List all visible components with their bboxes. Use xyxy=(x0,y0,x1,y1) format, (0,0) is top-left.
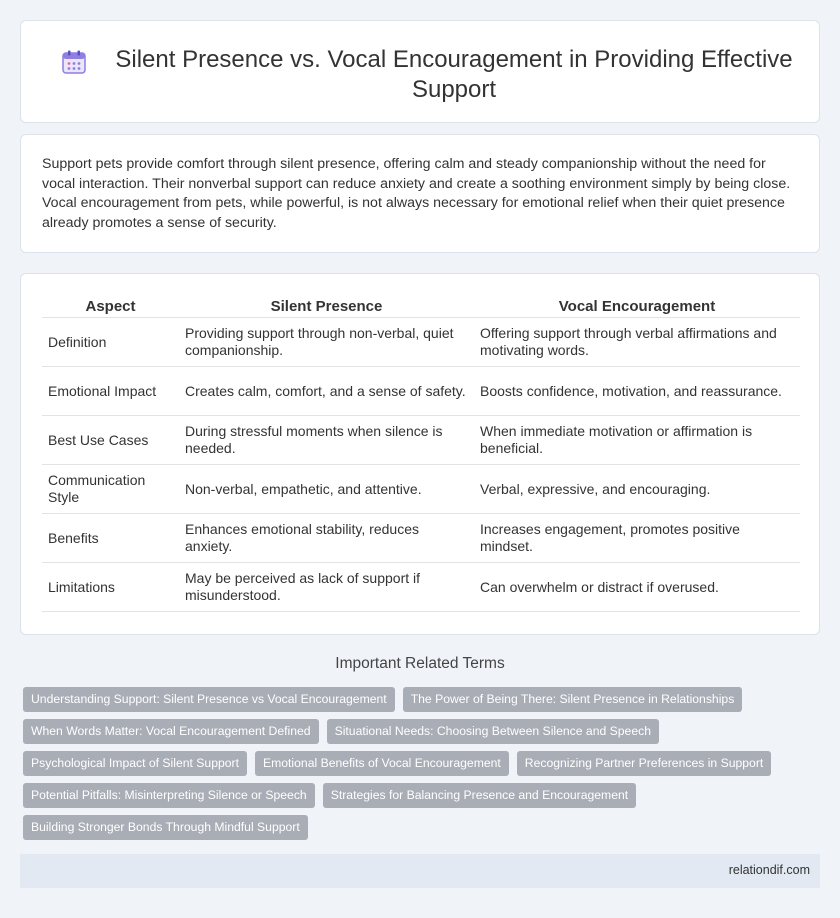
related-terms-title: Important Related Terms xyxy=(335,655,505,672)
related-term-tag[interactable]: When Words Matter: Vocal Encouragement Defined xyxy=(23,719,319,744)
table-row xyxy=(42,318,800,367)
row-aspect: Emotional Impact xyxy=(42,367,179,416)
row-aspect: Communication Style xyxy=(42,465,179,514)
related-term-tag[interactable]: Strategies for Balancing Presence and Encouragement xyxy=(323,783,636,808)
header-card xyxy=(20,20,820,123)
header xyxy=(61,45,799,105)
footer-site-link[interactable]: relationdif.com xyxy=(728,863,810,877)
related-term-tag[interactable]: Emotional Benefits of Vocal Encouragement xyxy=(255,751,509,776)
intro-paragraph: Support pets provide comfort through silent presence, offering calm and steady companionship without the need for vocal interaction. Their nonverbal support can reduce anxiety and create a soothing environment simply by being close. Vocal encouragement from pets, while powerful, is not always necessary for emotional relief when their quiet presence already promotes a sense of security. xyxy=(42,156,791,231)
related-term-tag[interactable]: Psychological Impact of Silent Support xyxy=(23,751,247,776)
related-term-tag[interactable]: Recognizing Partner Preferences in Support xyxy=(517,751,771,776)
row-vocal: When immediate motivation or affirmation is beneficial. xyxy=(474,416,800,465)
row-aspect: Best Use Cases xyxy=(42,416,179,465)
table-row xyxy=(42,367,800,416)
comparison-card xyxy=(20,273,820,635)
related-term-tag[interactable]: Understanding Support: Silent Presence vs Vocal Encouragement xyxy=(23,687,395,712)
header-aspect: Aspect xyxy=(42,296,179,318)
table-row xyxy=(42,465,800,514)
row-silent: May be perceived as lack of support if misunderstood. xyxy=(179,563,474,612)
row-silent: Creates calm, comfort, and a sense of safety. xyxy=(179,367,474,416)
row-silent: Enhances emotional stability, reduces anxiety. xyxy=(179,514,474,563)
row-aspect: Definition xyxy=(42,318,179,367)
table-row xyxy=(42,514,800,563)
comparison-table xyxy=(42,296,800,612)
table-row xyxy=(42,563,800,612)
row-silent: Non-verbal, empathetic, and attentive. xyxy=(179,465,474,514)
table-row xyxy=(42,416,800,465)
related-terms-tags xyxy=(23,687,813,847)
related-term-tag[interactable]: Potential Pitfalls: Misinterpreting Silence or Speech xyxy=(23,783,315,808)
header-silent-presence: Silent Presence xyxy=(179,296,474,318)
footer xyxy=(20,854,820,888)
calendar-icon xyxy=(61,49,87,75)
related-term-tag[interactable]: The Power of Being There: Silent Presence in Relationships xyxy=(403,687,743,712)
row-vocal: Can overwhelm or distract if overused. xyxy=(474,563,800,612)
row-silent: Providing support through non-verbal, quiet companionship. xyxy=(179,318,474,367)
related-term-tag[interactable]: Building Stronger Bonds Through Mindful Support xyxy=(23,815,308,840)
row-aspect: Benefits xyxy=(42,514,179,563)
table-header-row xyxy=(42,296,800,318)
row-vocal: Offering support through verbal affirmations and motivating words. xyxy=(474,318,800,367)
header-vocal-encouragement: Vocal Encouragement xyxy=(474,296,800,318)
row-vocal: Increases engagement, promotes positive mindset. xyxy=(474,514,800,563)
row-silent: During stressful moments when silence is needed. xyxy=(179,416,474,465)
intro-card xyxy=(20,134,820,253)
row-vocal: Boosts confidence, motivation, and reassurance. xyxy=(474,367,800,416)
page-title: Silent Presence vs. Vocal Encouragement in Providing Effective Support xyxy=(115,46,793,103)
row-vocal: Verbal, expressive, and encouraging. xyxy=(474,465,800,514)
row-aspect: Limitations xyxy=(42,563,179,612)
related-term-tag[interactable]: Situational Needs: Choosing Between Silence and Speech xyxy=(327,719,659,744)
